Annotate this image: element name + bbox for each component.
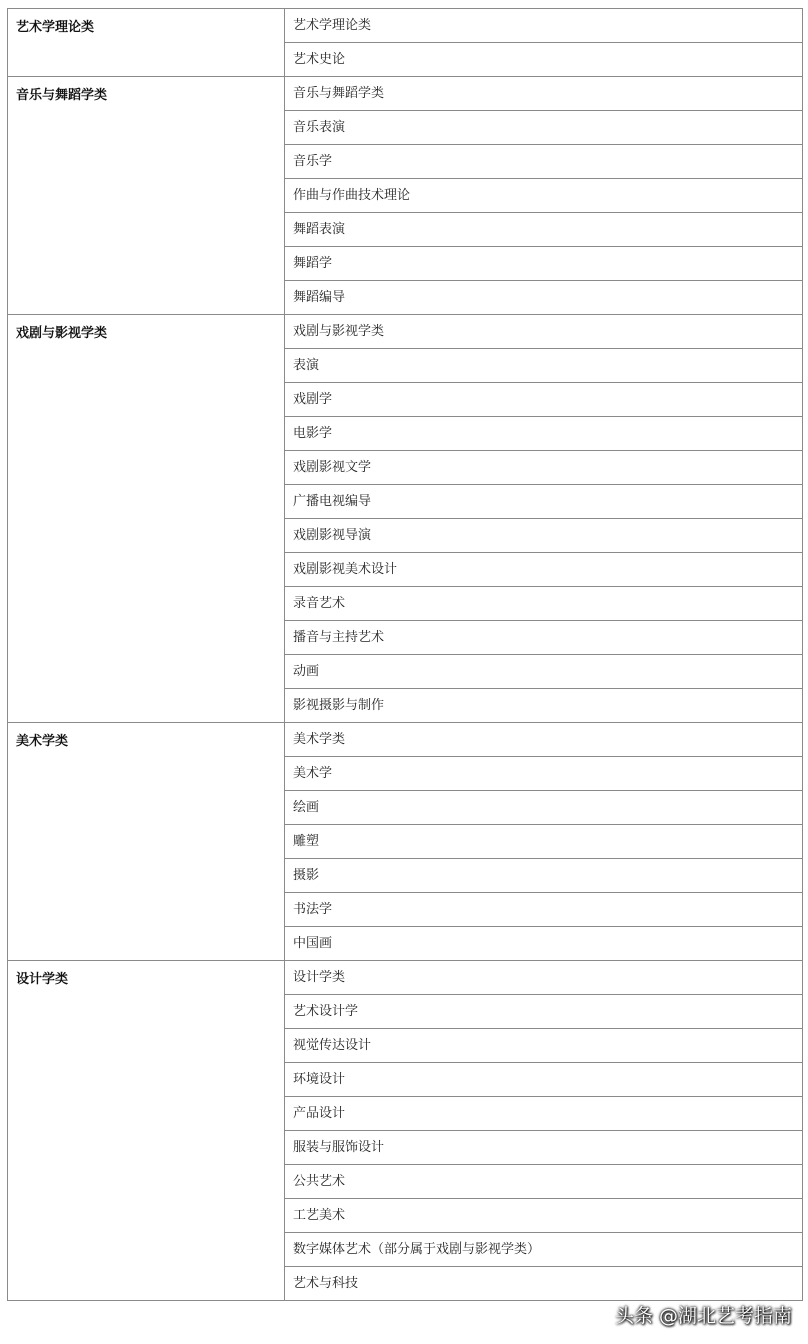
major-cell: 音乐学	[285, 145, 803, 179]
major-cell: 音乐表演	[285, 111, 803, 145]
major-cell: 舞蹈编导	[285, 281, 803, 315]
category-cell: 艺术学理论类	[8, 9, 285, 77]
major-cell: 电影学	[285, 417, 803, 451]
major-cell: 摄影	[285, 859, 803, 893]
major-cell: 公共艺术	[285, 1165, 803, 1199]
major-cell: 影视摄影与制作	[285, 689, 803, 723]
major-cell: 录音艺术	[285, 587, 803, 621]
major-cell: 中国画	[285, 927, 803, 961]
major-cell: 戏剧影视文学	[285, 451, 803, 485]
watermark: 头条 @湖北艺考指南	[614, 1305, 792, 1327]
major-cell: 音乐与舞蹈学类	[285, 77, 803, 111]
major-cell: 工艺美术	[285, 1199, 803, 1233]
major-cell: 作曲与作曲技术理论	[285, 179, 803, 213]
major-cell: 戏剧影视美术设计	[285, 553, 803, 587]
major-cell: 戏剧与影视学类	[285, 315, 803, 349]
major-cell: 书法学	[285, 893, 803, 927]
major-cell: 雕塑	[285, 825, 803, 859]
major-cell: 服装与服饰设计	[285, 1131, 803, 1165]
category-cell: 戏剧与影视学类	[8, 315, 285, 723]
major-cell: 美术学类	[285, 723, 803, 757]
major-cell: 艺术史论	[285, 43, 803, 77]
category-cell: 设计学类	[8, 961, 285, 1301]
major-cell: 舞蹈学	[285, 247, 803, 281]
major-cell: 广播电视编导	[285, 485, 803, 519]
major-cell: 绘画	[285, 791, 803, 825]
table-row	[8, 315, 803, 349]
major-cell: 艺术学理论类	[285, 9, 803, 43]
category-cell: 音乐与舞蹈学类	[8, 77, 285, 315]
table-row	[8, 77, 803, 111]
major-cell: 设计学类	[285, 961, 803, 995]
majors-table	[7, 8, 803, 1301]
major-cell: 艺术设计学	[285, 995, 803, 1029]
major-cell: 艺术与科技	[285, 1267, 803, 1301]
major-cell: 数字媒体艺术（部分属于戏剧与影视学类）	[285, 1233, 803, 1267]
major-cell: 播音与主持艺术	[285, 621, 803, 655]
major-cell: 戏剧影视导演	[285, 519, 803, 553]
major-cell: 戏剧学	[285, 383, 803, 417]
major-cell: 环境设计	[285, 1063, 803, 1097]
table-row	[8, 723, 803, 757]
major-cell: 表演	[285, 349, 803, 383]
major-cell: 美术学	[285, 757, 803, 791]
table-row	[8, 961, 803, 995]
major-cell: 舞蹈表演	[285, 213, 803, 247]
major-cell: 视觉传达设计	[285, 1029, 803, 1063]
category-cell: 美术学类	[8, 723, 285, 961]
major-cell: 产品设计	[285, 1097, 803, 1131]
major-cell: 动画	[285, 655, 803, 689]
table-row	[8, 9, 803, 43]
majors-table-body	[8, 9, 803, 1301]
